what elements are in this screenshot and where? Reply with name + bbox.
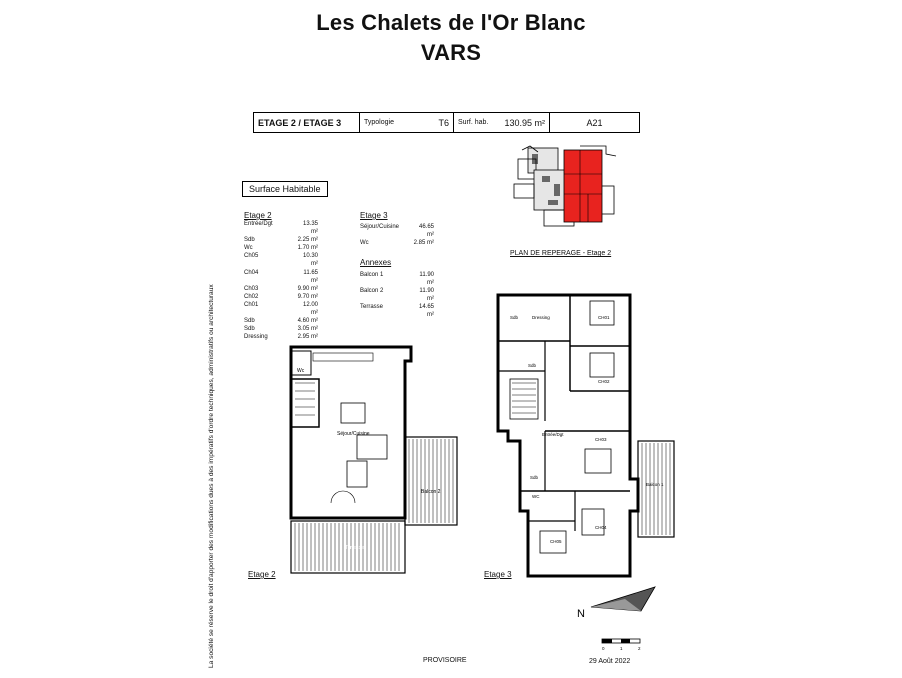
surf-value: 130.95 m² (504, 117, 545, 128)
room-ch01: CH01 (598, 315, 610, 320)
surface-room-name: Dressing (244, 334, 268, 341)
info-surface (454, 113, 550, 132)
surface-room-value: 4.60 m² (297, 318, 318, 325)
surface-room-value: 10.30 m² (302, 253, 318, 268)
surface-row (360, 287, 434, 303)
surface-room-value: 11.90 m² (419, 288, 434, 303)
room-balcon1: Balcon 1 (646, 482, 664, 487)
surface-row (360, 223, 434, 239)
surface-room-value: 11.90 m² (419, 272, 434, 287)
surface-room-value: 14.65 m² (418, 304, 434, 319)
surface-room-value: 11.65 m² (303, 269, 318, 284)
surface-room-name: Sdb (244, 326, 255, 333)
surface-row (244, 285, 318, 293)
surface-row (244, 220, 318, 236)
room-sdb2: Sdb (528, 363, 537, 368)
surface-row (244, 252, 318, 268)
room-ch02: CH02 (598, 379, 610, 384)
room-ch04: CH04 (595, 525, 607, 530)
scale-bar (600, 637, 646, 655)
surface-room-value: 9.70 m² (297, 293, 318, 300)
surface-room-name: Terrasse (360, 304, 384, 311)
surf-label: Surf. hab. (458, 119, 489, 126)
surface-room-value: 2.85 m² (413, 240, 434, 247)
etage3-rows (360, 223, 434, 247)
surface-row (360, 303, 434, 319)
scale-1: 1 (620, 646, 623, 651)
surface-row (244, 244, 318, 252)
surface-box: Surface Habitable (242, 181, 328, 197)
surface-room-name: Sdb (244, 318, 255, 325)
surface-room-name: Wc (244, 245, 253, 252)
surface-row (360, 271, 434, 287)
key-plan-highlight (564, 150, 602, 222)
surface-room-value: 3.05 m² (297, 326, 318, 333)
info-etage: ETAGE 2 / ETAGE 3 (254, 113, 360, 132)
surface-annexes (360, 258, 434, 320)
surface-row (244, 269, 318, 285)
room-ch05: CH05 (550, 539, 562, 544)
surface-room-name: Ch04 (244, 269, 259, 276)
reperage-caption: PLAN DE REPERAGE - Etage 2 (510, 250, 612, 257)
label-etage3: Etage 3 (484, 570, 512, 579)
room-ch03: CH03 (595, 437, 607, 442)
room-wc-right: WC (532, 494, 540, 499)
annexes-rows (360, 271, 434, 320)
room-entree: Entrée/Dgt (542, 432, 564, 437)
info-bar (253, 112, 640, 133)
room-sdb1: Sdb (510, 315, 519, 320)
north-letter: N (577, 608, 585, 620)
label-etage2: Etage 2 (248, 570, 276, 579)
surface-room-name: Balcon 1 (360, 272, 384, 278)
surface-room-name: Ch01 (244, 301, 259, 308)
typologie-label: Typologie (364, 119, 394, 126)
document-subtitle: VARS (420, 40, 482, 65)
surface-etage3 (360, 211, 434, 247)
disclaimer-text: La société se réserve le droit d'apporter des modifications dues à des impératifs d'ordre techniques, administratifs ou architecturaux (208, 284, 215, 668)
key-plan (508, 144, 620, 244)
surface-room-value: 13.35 m² (302, 221, 318, 236)
surface-room-name: Sdb (244, 237, 255, 244)
scale-2: 2 (638, 646, 641, 651)
surface-room-value: 12.00 m² (302, 301, 318, 317)
surface-row (244, 293, 318, 301)
etage2-rows (244, 220, 318, 341)
document-date: 29 Août 2022 (589, 658, 631, 665)
status-provisoire: PROVISOIRE (423, 657, 467, 664)
room-wc-left: Wc (297, 368, 305, 374)
document-title: Les Chalets de l'Or Blanc (316, 10, 586, 35)
surface-room-value: 9.90 m² (297, 285, 318, 292)
surface-room-value: 2.25 m² (297, 237, 318, 244)
surface-room-name: Wc (360, 240, 369, 247)
north-arrow (575, 585, 665, 625)
surface-room-name: Balcon 2 (360, 288, 384, 295)
info-typologie (360, 113, 454, 132)
surface-room-name: Ch05 (244, 253, 259, 260)
annexes-heading: Annexes (360, 258, 392, 267)
surface-row (244, 317, 318, 325)
surface-room-value: 2.95 m² (297, 334, 318, 341)
typologie-value: T6 (438, 117, 449, 128)
surface-room-value: 46.65 m² (418, 224, 434, 239)
etage3-heading: Etage 3 (360, 211, 388, 220)
scale-0: 0 (602, 646, 605, 651)
surface-room-name: Ch02 (244, 293, 259, 300)
floorplan-left (283, 343, 463, 585)
info-lot: A21 (586, 117, 603, 128)
surface-row (244, 301, 318, 317)
room-sdb3: Sdb (530, 475, 539, 480)
disclaimer-vertical (208, 158, 226, 668)
room-terrasse: Terrasse (345, 545, 365, 551)
surface-row (360, 239, 434, 247)
etage2-heading: Etage 2 (244, 211, 272, 220)
surface-row (244, 325, 318, 333)
surface-room-name: Ch03 (244, 285, 259, 292)
room-dressing: Dressing (532, 315, 550, 320)
surface-row (244, 236, 318, 244)
surface-etage2 (244, 211, 318, 341)
surface-room-name: Entrée/Dgt (244, 221, 273, 227)
room-balcon2: Balcon 2 (421, 489, 441, 495)
room-sejour: Séjour/Cuisine (337, 431, 370, 437)
floorplan-right (490, 291, 680, 583)
surface-row (244, 333, 318, 341)
surface-room-name: Séjour/Cuisine (360, 224, 400, 230)
surface-room-value: 1.70 m² (297, 245, 318, 252)
